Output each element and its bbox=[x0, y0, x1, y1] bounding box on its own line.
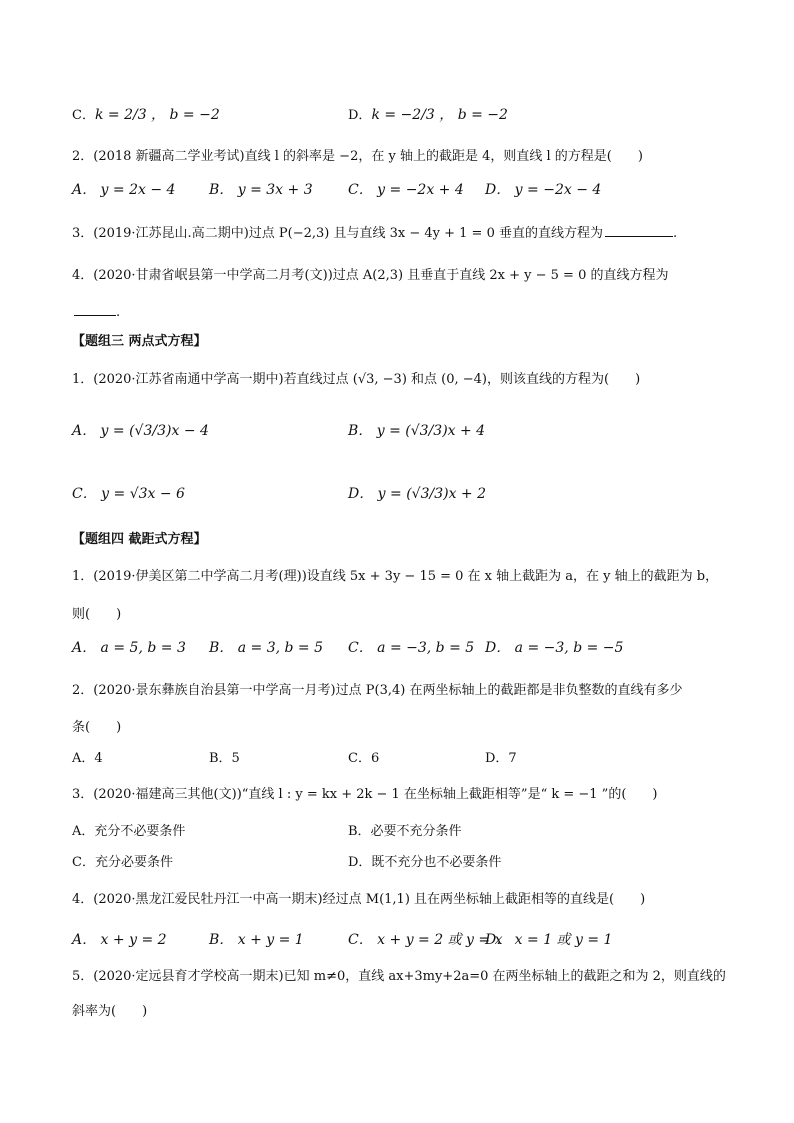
option-b: B． y = 3x + 3 bbox=[209, 182, 313, 198]
option-a: A． x + y = 2 bbox=[72, 932, 167, 948]
question-text: 3．(2019·江苏昆山.高二期中)过点 P(−2,3) 且与直线 3x − 4y + 1 = 0 垂直的直线方程为 bbox=[72, 226, 603, 241]
option-b: B． a = 3, b = 5 bbox=[209, 640, 324, 656]
option-b: B．必要不充分条件 bbox=[348, 824, 462, 839]
option-b: B． y = (√3/3)x + 4 bbox=[348, 423, 486, 439]
option-a: A．4 bbox=[72, 751, 103, 766]
option-c: C．6 bbox=[348, 751, 380, 766]
question-4-4: 4．(2020·黑龙江爱民牡丹江一中高一期末)经过点 M(1,1) 且在两坐标轴上截距相等的直线是( ) bbox=[72, 892, 646, 907]
question-4-5-cont: 斜率为( ) bbox=[72, 1004, 148, 1019]
option-a: A．充分不必要条件 bbox=[72, 824, 186, 839]
question-tail: . bbox=[672, 226, 678, 241]
option-d-top bbox=[348, 104, 508, 124]
option-math: k = −2/3 ， b = −2 bbox=[371, 107, 508, 123]
option-label: C． bbox=[72, 108, 95, 123]
question-4-3: 3．(2020·福建高三其他(文))“直线 l : y = kx + 2k − 1 在坐标轴上截距相等”是“ k = −1 ”的( ) bbox=[72, 787, 658, 802]
option-c: C． a = −3, b = 5 bbox=[348, 640, 475, 656]
option-c: C． y = √3x − 6 bbox=[72, 486, 185, 502]
answer-blank[interactable] bbox=[74, 303, 116, 316]
question-4-2: 2．(2020·景东彝族自治县第一中学高一月考)过点 P(3,4) 在两坐标轴上的截距都是非负整数的直线有多少 bbox=[72, 683, 683, 698]
option-math: k = 2/3 ， b = −2 bbox=[94, 107, 220, 123]
option-d: D．7 bbox=[485, 751, 517, 766]
section-heading-group3: 【题组三 两点式方程】 bbox=[72, 334, 207, 349]
question-4-5: 5．(2020·定远县育才学校高一期末)已知 m≠0，直线 ax+3my+2a=0 在两坐标轴上的截距之和为 2，则直线的 bbox=[72, 969, 726, 984]
question-4-1: 1．(2019·伊美区第二中学高二月考(理))设直线 5x + 3y − 15 = 0 在 x 轴上截距为 a，在 y 轴上的截距为 b， bbox=[72, 569, 719, 584]
question-2-2: 2．(2018 新疆高二学业考试)直线 l 的斜率是 −2，在 y 轴上的截距是 4，则直线 l 的方程是( ) bbox=[72, 149, 643, 164]
option-b: B． x + y = 1 bbox=[209, 932, 304, 948]
option-a: A． a = 5, b = 3 bbox=[72, 640, 186, 656]
question-2-3 bbox=[72, 222, 677, 241]
option-c: C． y = −2x + 4 bbox=[348, 182, 464, 198]
option-c: C． x + y = 2 或 y = x bbox=[348, 932, 503, 948]
option-b: B．5 bbox=[209, 751, 240, 766]
question-3-1: 1．(2020·江苏省南通中学高一期中)若直线过点 (√3, −3) 和点 (0, −4)，则该直线的方程为( ) bbox=[72, 372, 641, 387]
option-d: D． x = 1 或 y = 1 bbox=[485, 932, 613, 948]
section-heading-group4: 【题组四 截距式方程】 bbox=[72, 532, 207, 547]
answer-blank[interactable] bbox=[605, 224, 673, 237]
option-a: A． y = 2x − 4 bbox=[72, 182, 176, 198]
question-4-1-cont: 则( ) bbox=[72, 607, 122, 622]
option-c: C．充分必要条件 bbox=[72, 855, 173, 870]
question-2-4-blank bbox=[72, 303, 120, 320]
option-c-top bbox=[72, 104, 220, 124]
question-4-2-cont: 条( ) bbox=[72, 720, 122, 735]
option-d: D．既不充分也不必要条件 bbox=[348, 855, 502, 870]
option-label: D． bbox=[348, 108, 372, 123]
question-tail: . bbox=[116, 305, 121, 320]
option-a: A． y = (√3/3)x − 4 bbox=[72, 423, 209, 439]
question-2-4: 4．(2020·甘肃省岷县第一中学高二月考(文))过点 A(2,3) 且垂直于直线 2x + y − 5 = 0 的直线方程为 bbox=[72, 268, 669, 283]
option-d: D． y = (√3/3)x + 2 bbox=[348, 486, 487, 502]
option-d: D． a = −3, b = −5 bbox=[485, 640, 624, 656]
option-d: D． y = −2x − 4 bbox=[485, 182, 602, 198]
